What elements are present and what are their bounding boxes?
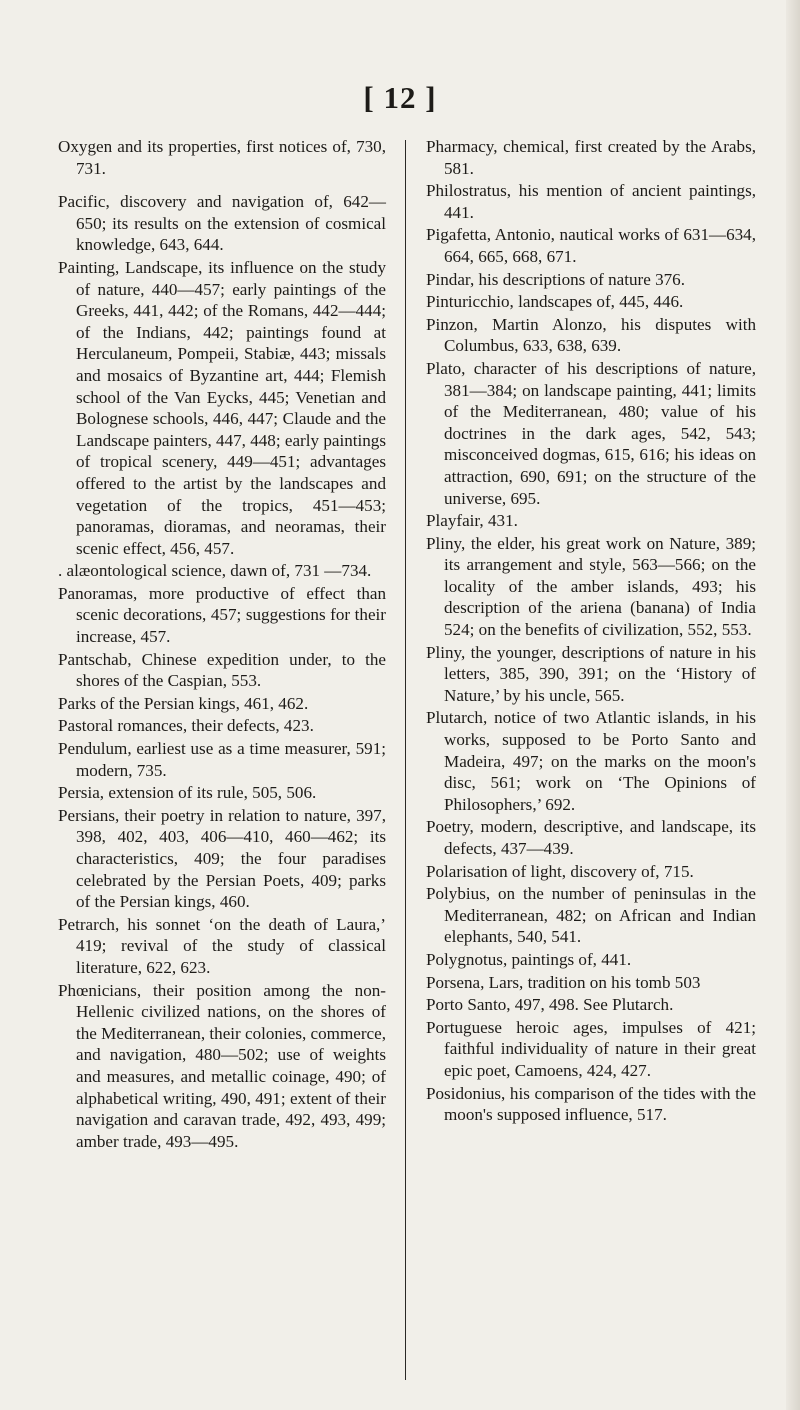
index-entry-polybius: Polybius, on the number of peninsulas in the Mediterranean, 482; on African and Indian elephants, 540, 541.	[426, 884, 756, 947]
index-entry-plutarch: Plutarch, notice of two Atlantic islands, in his works, supposed to be Porto Santo and Madeira, 497; on the marks on the moon's disc, 561; work on ‘The Opinions of Philosophers,’ 692.	[426, 708, 756, 814]
right-column	[426, 136, 756, 1127]
index-entry-pliny-younger: Pliny, the younger, descriptions of nature in his letters, 385, 390, 391; on the ‘History of Nature,’ by his uncle, 565.	[426, 642, 756, 705]
index-entry-polarisation: Polarisation of light, discovery of, 715.	[426, 861, 694, 881]
index-entry-porto-santo: Porto Santo, 497, 498. See Plutarch.	[426, 995, 674, 1015]
page-edge	[786, 0, 800, 1410]
index-entry-pliny-elder: Pliny, the elder, his great work on Nature, 389; its arrangement and style, 563—566; on the locality of the amber islands, 493; his description of the ariena (banana) of India 524; on the benefits of civilization, 552, 553.	[426, 533, 756, 640]
index-entry-philostratus: Philostratus, his mention of ancient paintings, 441.	[426, 181, 756, 222]
index-entry-poetry: Poetry, modern, descriptive, and landscape, its defects, 437—439.	[426, 817, 756, 858]
index-entry-pendulum: Pendulum, earliest use as a time measurer, 591; modern, 735.	[58, 739, 386, 780]
index-entry-portuguese: Portuguese heroic ages, impulses of 421; faithful individuality of nature in their great epic poet, Camoens, 424, 427.	[426, 1017, 756, 1080]
index-entry-panoramas: Panoramas, more productive of effect than scenic decorations, 457; suggestions for their increase, 457.	[58, 583, 386, 647]
page-number: [ 12 ]	[363, 80, 437, 115]
index-entry-pacific: Pacific, discovery and navigation of, 642—650; its results on the extension of cosmical knowledge, 643, 644.	[58, 192, 386, 255]
index-entry-phoenicians: Phœnicians, their position among the non-Hellenic civilized nations, on the shores of the Mediterranean, their colonies, commerce, and navigation, 480—502; use of weights and measures, and metallic coinage, 490; of alphabetical writing, 490, 491; extent of their navigation and caravan trade, 492, 493, 499; amber trade, 493—495.	[58, 980, 386, 1151]
left-column	[58, 136, 386, 1153]
index-entry-persians: Persians, their poetry in relation to nature, 397, 398, 402, 403, 406—410, 460—462; its characteristics, 409; the four paradises celebrated by the Persian Poets, 409; parks of the Persian kings, 460.	[58, 805, 386, 912]
index-entry-palaeontological: . alæontological science, dawn of, 731 —734.	[58, 561, 372, 581]
index-entry-porsena: Porsena, Lars, tradition on his tomb 503	[426, 972, 701, 992]
index-entry-pantschab: Pantschab, Chinese expedition under, to the shores of the Caspian, 553.	[58, 649, 386, 691]
index-entry-plato: Plato, character of his descriptions of nature, 381—384; on landscape painting, 441; limits of the Mediterranean, 480; value of his doctrines in the dark ages, 542, 543; misconceived dogmas, 615, 616; his ideas on attraction, 690, 691; on the structure of the universe, 695.	[426, 358, 756, 508]
index-entry-oxygen: Oxygen and its properties, first notices of, 730, 731.	[58, 137, 386, 178]
index-entry-pindar: Pindar, his descriptions of nature 376.	[426, 269, 686, 289]
index-entry-pigafetta: Pigafetta, Antonio, nautical works of 631—634, 664, 665, 668, 671.	[426, 225, 756, 266]
index-entry-painting-landscape: Painting, Landscape, its influence on the study of nature, 440—457; early paintings of the Greeks, 441, 442; of the Romans, 442—444; of the Indians, 442; paintings found at Herculaneum, Pompeii, Stabiæ, 443; missals and mosaics of Byzantine art, 444; Flemish school of the Van Eycks, 445; Venetian and Bolognese schools, 446, 447; Claude and the Landscape painters, 447, 448; early paintings of tropical scenery, 449—451; advantages offered to the artist by the landscapes and vegetation of the tropics, 451—453; panoramas, dioramas, and neoramas, their scenic effect, 456, 457.	[58, 257, 386, 558]
index-entry-posidonius: Posidonius, his comparison of the tides with the moon's supposed influence, 517.	[426, 1083, 756, 1125]
index-entry-polygnotus: Polygnotus, paintings of, 441.	[426, 949, 632, 969]
column-divider	[405, 140, 406, 1380]
index-entry-parks: Parks of the Persian kings, 461, 462.	[58, 693, 309, 713]
index-entry-pastoral-romances: Pastoral romances, their defects, 423.	[58, 716, 314, 736]
index-entry-pharmacy: Pharmacy, chemical, first created by the Arabs, 581.	[426, 137, 756, 178]
index-entry-pinturicchio: Pinturicchio, landscapes of, 445, 446.	[426, 292, 684, 312]
index-entry-playfair: Playfair, 431.	[426, 511, 518, 531]
index-entry-persia: Persia, extension of its rule, 505, 506.	[58, 783, 317, 803]
index-entry-petrarch: Petrarch, his sonnet ‘on the death of Laura,’ 419; revival of the study of classical literature, 622, 623.	[58, 914, 386, 977]
index-entry-pinzon: Pinzon, Martin Alonzo, his disputes with Columbus, 633, 638, 639.	[426, 314, 756, 356]
